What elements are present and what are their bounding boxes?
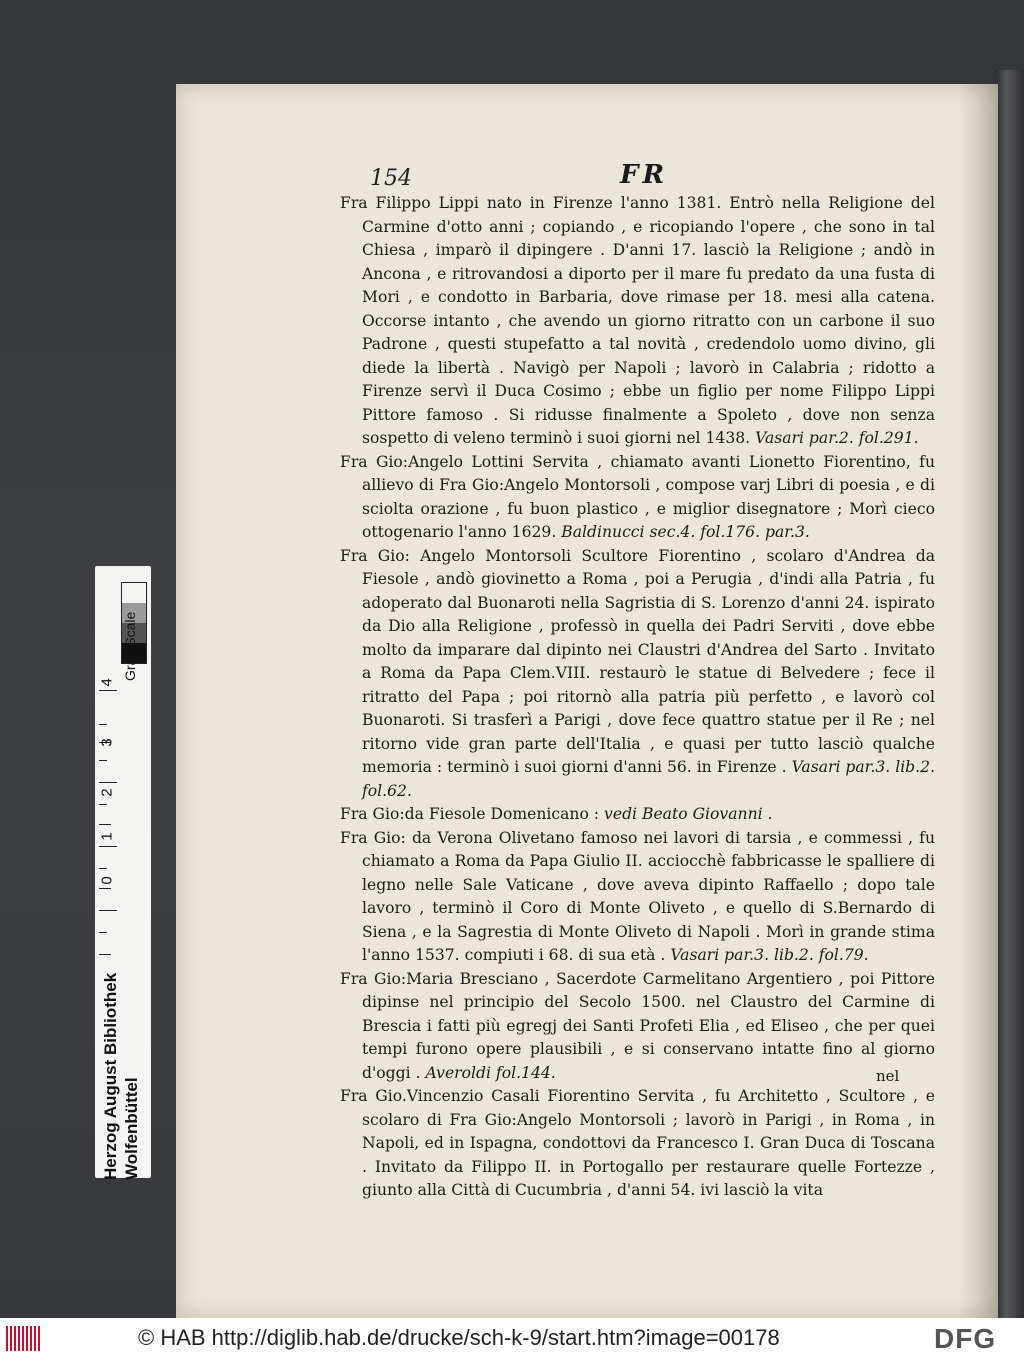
entry-verona	[340, 827, 935, 968]
ruler-number-3: 3	[98, 738, 116, 747]
entry-reference: Baldinucci sec.4. fol.176. par.3.	[561, 523, 810, 541]
page-gutter-shade	[958, 84, 998, 1318]
entry-text: Fra Filippo Lippi nato in Firenze l'anno 1381. Entrò nella Religione del Carmine d'otto anni ; copiando , e ricopiando l'opere , che sono in tal Chiesa , imparò il dipingere . D'anni 17. lasciò la Religione ; andò in Ancona , e ritrovandosi a diporto per il mare fu predato da una fusta di Mori , e condotto in Barbaria, dove rimase per 18. mesi alla catena. Occorse intanto , che avendo un giorno ritratto con un carbone il suo Padrone , questi stupefatto a tal novità , credendolo uomo divino, gli diede la libertà . Navigò per Napoli ; lavorò in Calabria ; ridotto a Firenze servì il Duca Cosimo ; ebbe un figlio per nome Filippo Lippi Pittore famoso . Si ridusse finalmente a Spoleto , dove non senza sospetto di veleno terminò i suoi giorni nel 1438.	[340, 194, 935, 447]
page-header	[370, 160, 870, 190]
entry-fiesole	[340, 803, 935, 827]
dfg-logo: DFG	[934, 1323, 997, 1354]
library-name-line2: Wolfenbüttel	[122, 1077, 141, 1180]
entry-bresciano	[340, 968, 935, 1086]
ruler-number-0: 0	[98, 876, 116, 885]
entry-text: Fra Gio:da Fiesole Domenicano :	[340, 805, 600, 823]
text-block	[340, 192, 935, 1203]
entry-reference: Vasari par.2. fol.291.	[755, 429, 919, 447]
entry-casali	[340, 1085, 935, 1203]
library-name	[100, 880, 150, 1180]
running-head: FR	[620, 160, 669, 190]
footer-bar	[0, 1318, 1024, 1359]
entry-text: Fra Gio: Angelo Montorsoli Scultore Fiorentino , scolaro d'Andrea da Fiesole , andò giovinetto a Roma , poi a Perugia , d'indi alla Patria , fu adoperato dal Buonaroti nella Sagristia di S. Lorenzo d'anni 24. ispirato da Dio alla Religione , professò in quella dei Padri Serviti , dove ebbe molto da imparare dal dipinto nei Claustri d'Andrea del Sarto . Invitato a Roma da Papa Clem.VIII. restaurò le statue di Belvedere ; fece il ritratto del Papa ; poi ritornò alla patria più perfetto , e lavorò col Buonaroti. Si trasferì a Parigi , dove fece quattro statue per il Re ; nel ritorno vide gran parte dell'Italia , e quasi per tutto lasciò qualche memoria : terminò i suoi giorni d'anni 56. in Firenze .	[340, 546, 935, 776]
entry-reference: Vasari par.3. lib.2. fol.62.	[362, 758, 935, 800]
entry-lottini	[340, 451, 935, 545]
ruler-number-2: 2	[98, 788, 116, 797]
page-number: 154	[370, 166, 412, 191]
catchword: nel	[876, 1067, 900, 1085]
footer-credit-link[interactable]: © HAB http://diglib.hab.de/drucke/sch-k-9/start.htm?image=00178	[138, 1325, 780, 1350]
entry-text: Fra Gio:Maria Bresciano , Sacerdote Carmelitano Argentiero , poi Pittore dipinse nel principio del Secolo 1500. nel Claustro del Carmine di Brescia i fatti più egregj dei Santi Profeti Elia , ed Eliseo , che per quei tempi furono opere plausibili , e si conservano intatte fino al giorno d'oggi .	[340, 969, 935, 1082]
entry-text: Fra Gio: da Verona Olivetano famoso nei lavori di tarsia , e commessi , fu chiamato a Roma da Papa Giulio II. acciocchè fabbricasse le spalliere di legno nelle Sale Vaticane , dove aveva dipinto Raffaello ; dopo tale lavoro , terminò il Coro di Monte Oliveto , e quello di S.Bernardo di Siena , e la Sagrestia di Monte Oliveto di Napoli . Morì in grande stima l'anno 1537. compiuti i 68. di sua età .	[340, 828, 935, 964]
library-name-line1: Herzog August Bibliothek	[101, 972, 120, 1180]
entry-text: Fra Gio:Angelo Lottini Servita , chiamato avanti Lionetto Fiorentino, fu allievo di Fra Gio:Angelo Montorsoli , compose varj Libri di poesia , e di sciolta orazione , fu buon plastico , e miglior disegnatore ; Morì cieco ottogenario l'anno 1629.	[340, 452, 935, 541]
ruler-number-1: 1	[98, 832, 116, 841]
entry-reference: vedi Beato Giovanni .	[604, 805, 773, 823]
ruler-number-4: 4	[98, 678, 116, 687]
entry-montorsoli	[340, 545, 935, 804]
entry-text: Fra Gio.Vincenzio Casali Fiorentino Servita , fu Architetto , Scultore , e scolaro di Fra Gio:Angelo Montorsoli ; lavorò in Parigi , in Roma , in Napoli, ed in Ispagna, condottovi da Francesco I. Gran Duca di Toscana . Invitato da Filippo II. in Portogallo per restaurare quelle Fortezze , giunto alla Città di Cucumbria , d'anni 54. ivi lasciò la vita	[340, 1087, 935, 1199]
hab-logo-icon	[6, 1326, 42, 1351]
adjacent-page-edge	[995, 70, 1024, 1318]
entry-reference: Vasari par.3. lib.2. fol.79.	[670, 946, 869, 964]
entry-reference: Averoldi fol.144.	[425, 1063, 556, 1082]
gray-scale-label: Gray Scale	[122, 611, 138, 681]
entry-filippo-lippi	[340, 192, 935, 451]
